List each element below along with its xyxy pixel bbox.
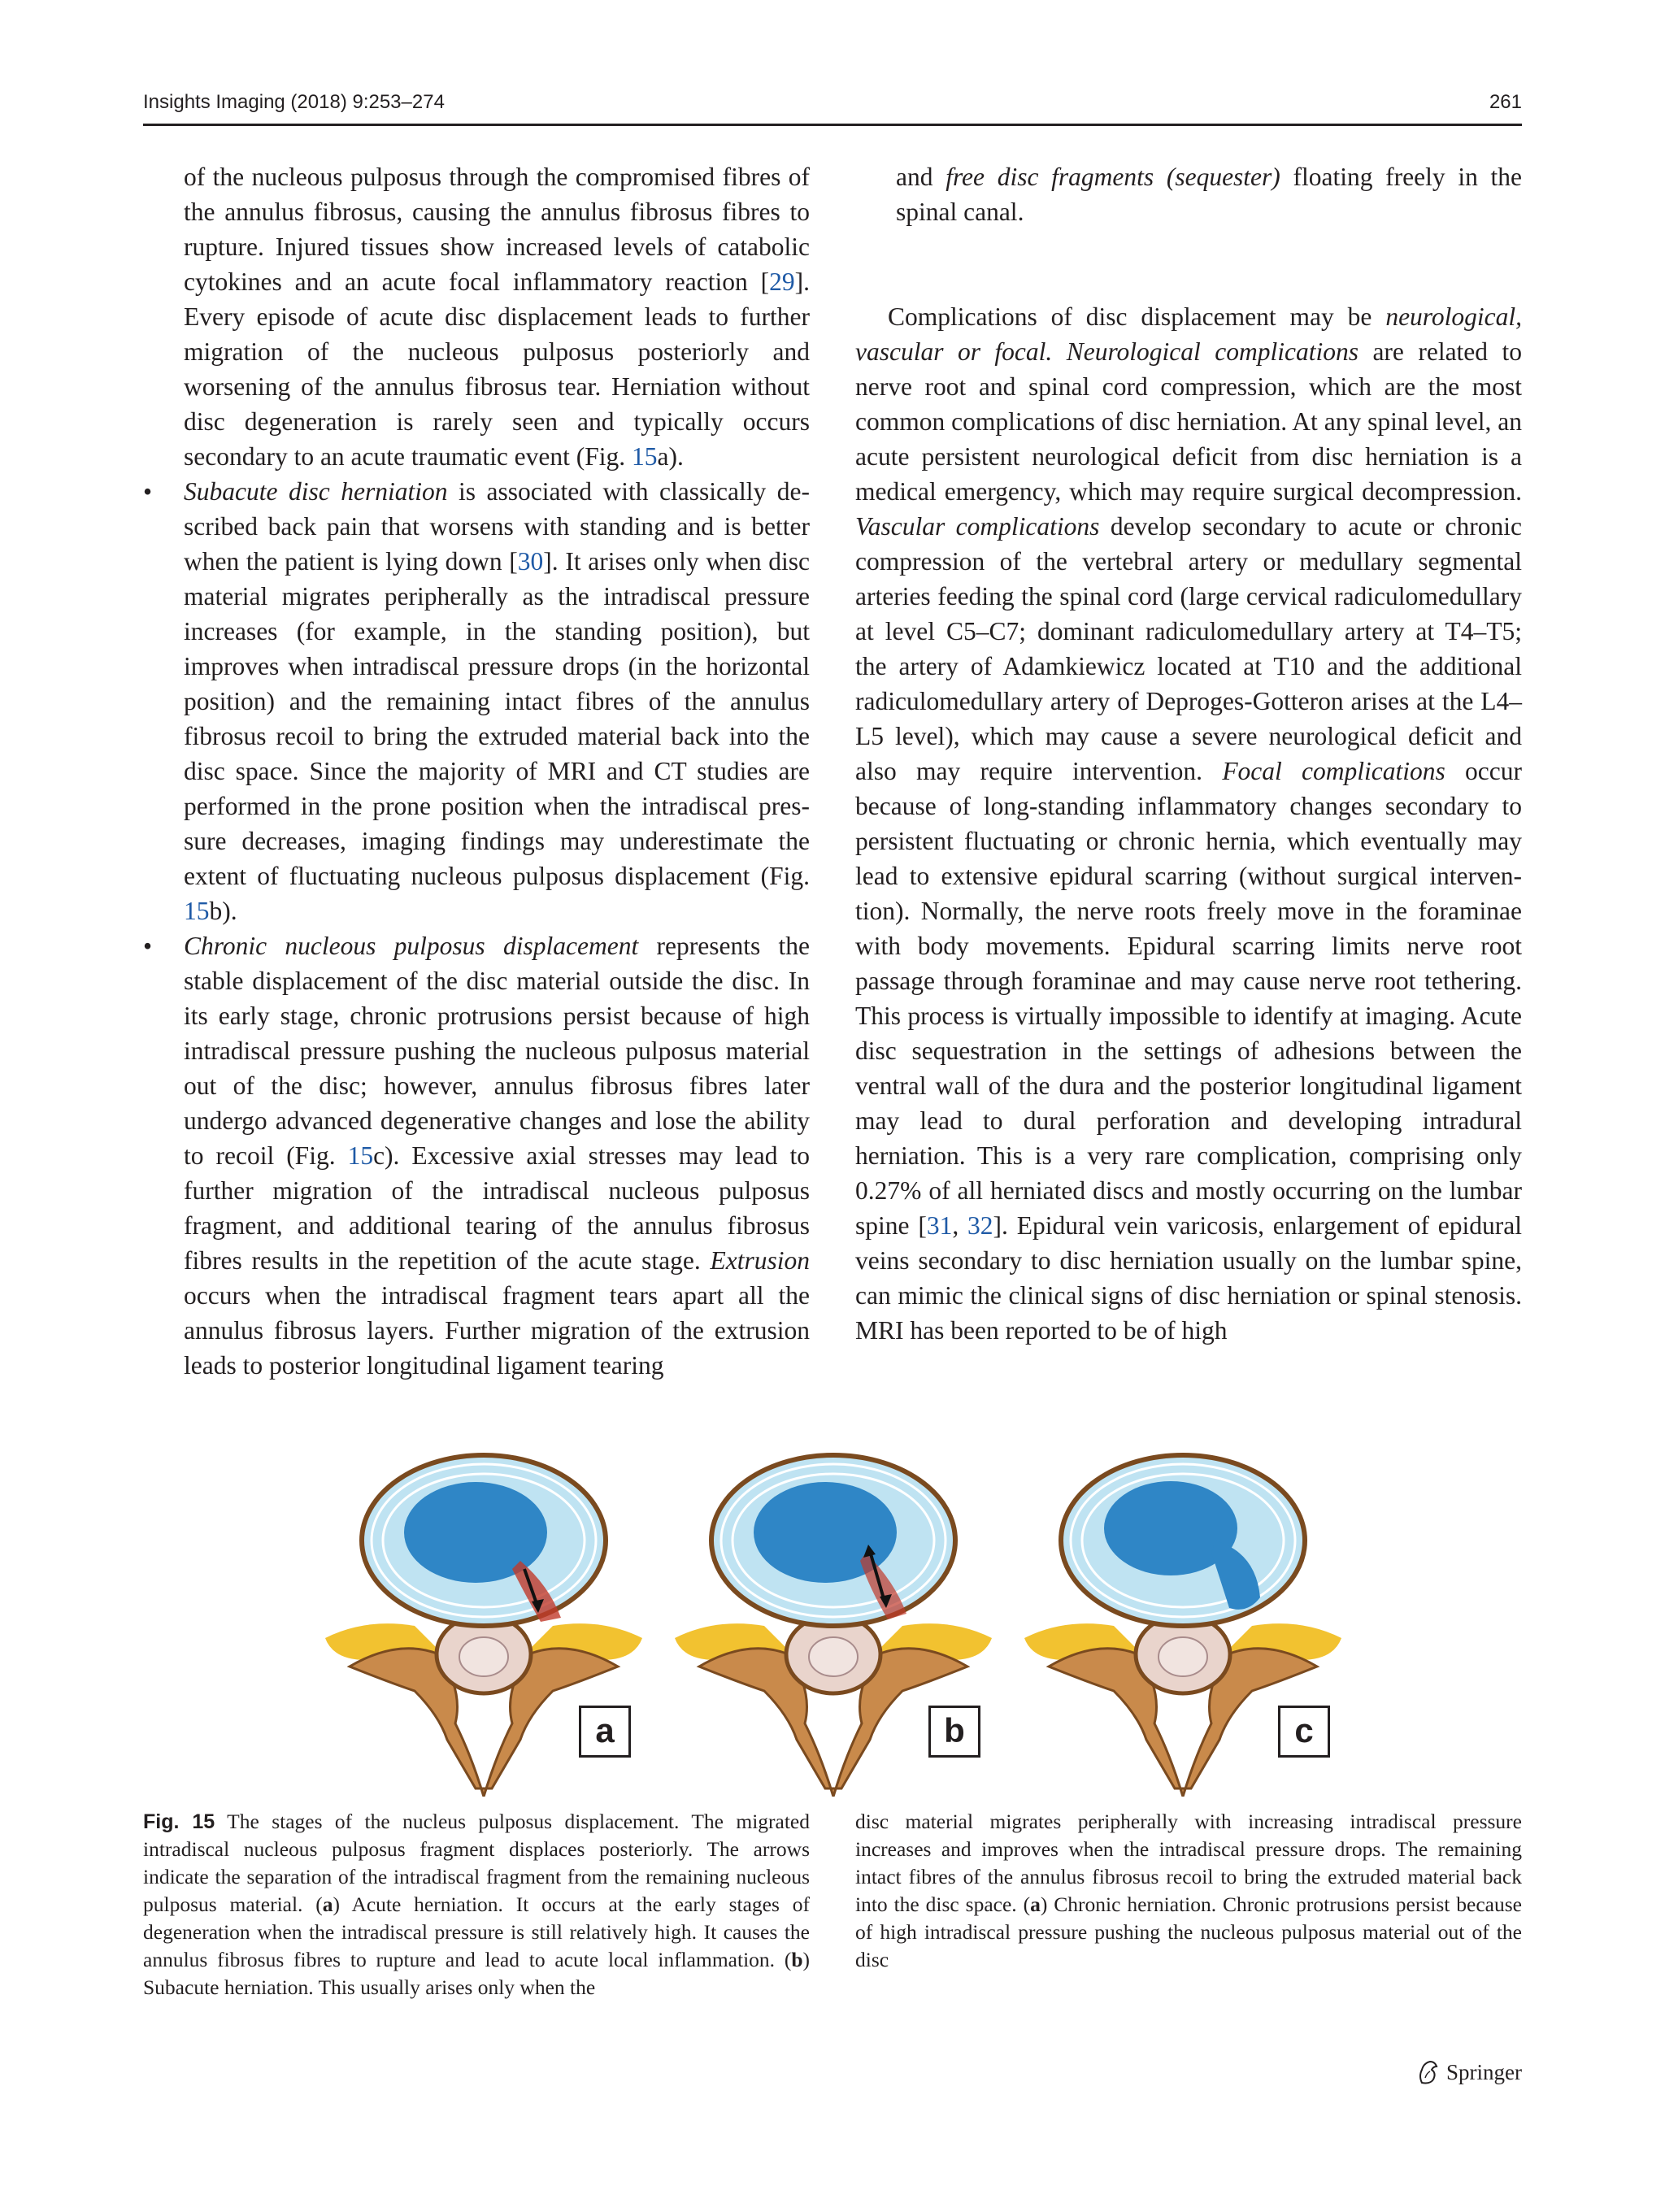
paragraph-gap	[855, 229, 1522, 299]
text-run: b).	[209, 897, 237, 925]
text-run: ,	[952, 1211, 968, 1240]
italic-run: Vascular complications	[855, 512, 1100, 541]
bullet-subacute-text	[184, 474, 810, 928]
text-run: is associated with classically described back pain that worsens with standing and is better when the patient is lying down [	[184, 477, 810, 576]
right-paragraph-1	[855, 159, 1522, 229]
text-run: c). Excessive axial stresses may lead to further migration of the intradiscal nucleous pulposus fragment, and additional tearing of the annulus fibrosus fibres results in the repetition of the acute stage.	[184, 1141, 810, 1275]
text-run: occur because of long-standing inflammatory changes secondary to persistent fluctuating or chronic hernia, which eventually may lead to extensive epidural scarring (without surgical intervention). Normally, the nerve roots freely move in the foraminae with body movements. Epidural scarring limits nerve root passage through foraminae and may cause nerve root tethering. This process is virtually impossible to identify at imaging. Acute disc sequestration in the settings of adhesions between the ventral wall of the dura and the posterior longitudinal ligament may lead to dural perforation and developing intradural herniation. This is a very rare complication, comprising only 0.27% of all herniated discs and mostly occurring on the lumbar spine [	[855, 757, 1522, 1240]
text-run: represents the stable displacement of the disc material outside the disc. In its early stage, chronic protrusions persist because of high intradiscal pressure pushing the nucleous pulposus material out of the disc; however, annulus fibrosus fibres later undergo advanced degenerative changes and lose the ability to recoil (Fig.	[184, 932, 810, 1170]
springer-horse-icon	[1415, 2058, 1440, 2086]
text-run: develop secondary to acute or chronic compression of the vertebral artery or medullary segmental arteries feeding the spinal cord (large cervical radiculomedullary at level C5–C7; dominant radiculomedullary artery at T4–T5; the artery of Adamkiewicz located at T10 and the additional radiculomedullary artery of Deproges-Gotteron arises at the L4–L5 level), which may cause a severe neurological deficit and also may require intervention.	[855, 512, 1522, 785]
reference-link[interactable]: 29	[769, 267, 795, 296]
figure-15	[317, 1447, 1350, 1797]
italic-run: Extrusion	[710, 1246, 810, 1275]
bold-run: b	[791, 1948, 803, 1971]
italic-run: Focal complications	[1222, 757, 1445, 785]
figure-panel-b	[667, 1447, 1000, 1797]
left-column	[143, 159, 810, 1383]
panel-label-c: c	[1278, 1706, 1330, 1758]
reference-link[interactable]: 15	[184, 897, 210, 925]
figure-panel-c	[1016, 1447, 1350, 1797]
right-paragraph-2	[855, 299, 1522, 1348]
text-run: The stages of the nucleus pulposus displacement. The migrated intradiscal nucleous pulposus fragment displaces posteriorly. The arrows indicate the separation of the intradiscal fragment from the remaining nucleous pulposus material. (	[143, 1810, 811, 1916]
reference-link[interactable]: 15	[632, 442, 658, 471]
figure-caption-right	[855, 1808, 1522, 1974]
panel-label-b: b	[928, 1706, 980, 1758]
publisher-logo	[1415, 2058, 1522, 2086]
figure-label: Fig. 15	[143, 1810, 215, 1833]
page-number: 261	[1489, 91, 1522, 113]
left-paragraph-1	[143, 159, 810, 474]
right-column	[855, 159, 1522, 1348]
reference-link[interactable]: 15	[347, 1141, 374, 1170]
text-run: ]. Every episode of acute disc displacement leads to further migration of the nucleous pulposus posteriorly and worsening of the annulus fibrosus tear. Herniation without disc degeneration is rarely seen and typically occurs secondary to an acute traumatic event (Fig.	[184, 267, 810, 471]
figure-caption-left	[143, 1808, 810, 2001]
reference-link[interactable]: 31	[926, 1211, 953, 1240]
italic-run: neurological, vascular or focal. Neurological complications	[855, 302, 1522, 366]
text-run: disc material migrates peripherally with increasing intradiscal pressure increases and improves when the intradiscal pressure drops. The remaining intact fibres of the annulus fibrosus recoil to bring the extruded material back into the disc space. (	[855, 1810, 1522, 1916]
text-run: ) Subacute herniation. This usually arises only when the	[143, 1948, 810, 1999]
text-run: occurs when the intradiscal fragment tears apart all the annulus fibrosus layers. Further migration of the extrusion leads to posterior longitudinal ligament tearing	[184, 1281, 810, 1380]
publisher-name: Springer	[1446, 2059, 1522, 2084]
text-run: ]. It arises only when disc material migrates peripherally as the intradiscal pressure increases (for example, in the standing position), but improves when intradiscal pressure drops (in the horizontal position) and the remaining intact fibres of the annulus fibrosus recoil to bring the extruded material back into the disc space. Since the majority of MRI and CT studies are performed in the prone position when the intradiscal pressure decreases, imaging findings may underestimate the extent of fluctuating nucleous pulposus displacement (Fig.	[184, 547, 810, 890]
bullet-chronic	[143, 928, 810, 1383]
caption-text-right	[855, 1810, 1522, 1971]
bullet-marker: •	[143, 477, 153, 506]
text-run: and	[896, 163, 946, 191]
caption-text-left	[143, 1810, 810, 1999]
italic-run: free disc fragments (sequester)	[946, 163, 1280, 191]
text-run: ) Acute herniation. It occurs at the early stages of degeneration when the intradiscal pressure is still relatively high. It causes the annulus fibrosus fibres to rupture and lead to acute local inflammation. (	[143, 1893, 810, 1971]
bold-run: a	[1030, 1893, 1041, 1916]
text-run: of the nucleous pulposus through the compromised fibres of the annulus fibrosus, causing the annulus fibrosus fibres to rupture. Injured tissues show increased levels of catabolic cytokines and an acute focal inflammatory reaction	[184, 163, 810, 296]
text-run: are related to nerve root and spinal cord compression, which are the most common complications of disc herniation. At any spinal level, an acute persistent neurological deficit from disc herniation is a medical emergency, which may require surgical decompression.	[855, 337, 1522, 506]
text-run: a).	[657, 442, 684, 471]
bold-run: a	[322, 1893, 333, 1916]
bullet-marker: •	[143, 932, 153, 960]
journal-citation: Insights Imaging (2018) 9:253–274	[143, 91, 445, 113]
bullet-chronic-text	[184, 928, 810, 1383]
text-run: ) Chronic herniation. Chronic protrusions persist because of high intradiscal pressure pushing the nucleous pulposus material out of the disc	[855, 1893, 1522, 1971]
reference-link[interactable]: 30	[517, 547, 544, 576]
panel-label-a: a	[579, 1706, 631, 1758]
running-header	[143, 85, 1522, 124]
bullet-subacute	[143, 474, 810, 928]
header-rule	[143, 124, 1522, 126]
text-run: Complications of disc displacement may be	[888, 302, 1386, 331]
italic-run: Chronic nucleous pulposus displacement	[184, 932, 639, 960]
reference-link[interactable]: 32	[967, 1211, 993, 1240]
text-run: [	[760, 267, 770, 296]
text-run: ]. Epidural vein varicosis, enlargement of epidural veins secondary to disc herniation usually on the lumbar spine, can mimic the clinical signs of disc herniation or spinal stenosis. MRI has been reported to be of high	[855, 1211, 1523, 1345]
text-run: floating freely in the spinal canal.	[896, 163, 1523, 226]
italic-run: Subacute disc herniation	[184, 477, 448, 506]
figure-panel-a	[317, 1447, 650, 1797]
